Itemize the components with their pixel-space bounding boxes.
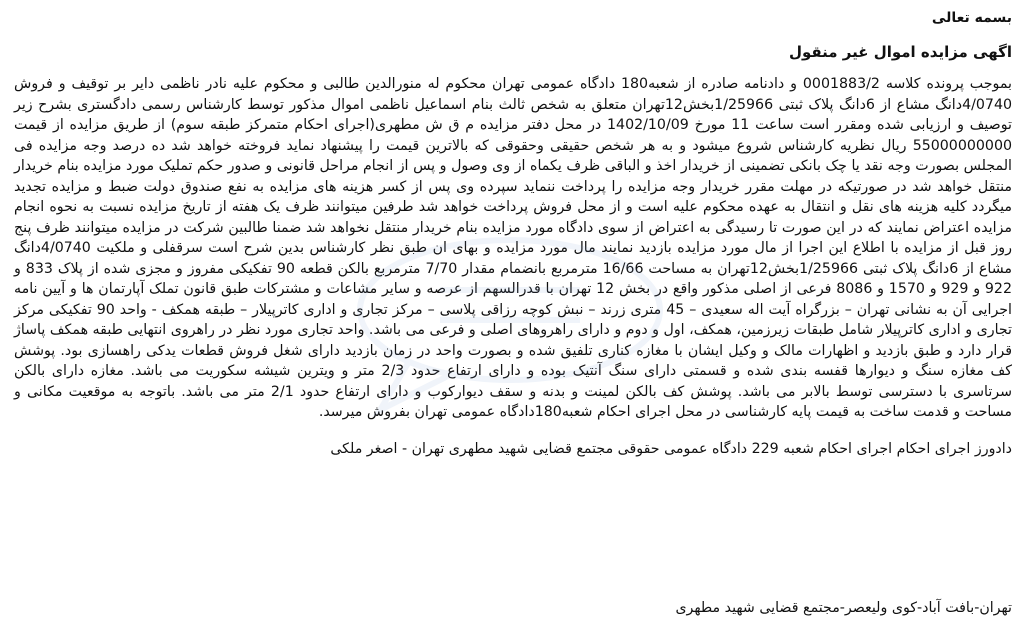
bismillah-heading: بسمه تعالی [931,10,1012,26]
notice-body-paragraph: بموجب پرونده کلاسه 0001883/2 و دادنامه صادره از شعبه180 دادگاه عمومی تهران محکوم له منورالدین طالبی و محکوم علیه نادر ناظمی دایر بر توقیف و فروش 4/0740دانگ مشاع از 6دانگ پلاک ثبتی 1/25966بخش12تهران متعلق به شخص ثالث بنام اسماعیل ناظمی اموال مذکور توسط کارشناس رسمی دادگستری بشرح زیر توصیف و ارزیابی شده ومقرر است ساعت 11 مورخ 1402/10/09 در محل دفتر مزایده م ق ش مطهری(اجرای احکام متمرکز طبقه سوم) از طریق مزایده از قیمت 55000000000 ریال نظریه کارشناس شروع میشود و به هر شخص حقیقی وحقوقی که بالاترین قیمت را پیشنهاد نماید فروخته خواهد شد ده درصد وجه مزایده فی المجلس بصورت وجه نقد یا چک بانکی تضمینی از خریدار اخذ و الباقی ظرف یکماه از وی وصول و پس از انجام مراحل قانونی و صدور حکم تملیک مورد مزایده بنام خریدار منتقل خواهد شد در صورتیکه در مهلت مقرر خریدار وجه مزایده را پرداخت ننماید سپرده وی پس از کسر هزینه های مزایده به نفع صندوق دولت ضبط و مزایده تجدید میگردد کلیه هزینه های نقل و انتقال به عهده محکوم علیه است و از محل فروش پرداخت خواهد شد طرفین میتوانند ظرف یک هفته از تاریخ مزایده نسبت به نحوه انجام مزایده اعتراض نمایند که در این صورت تا رسیدگی به اعتراض از سوی دادگاه مورد مزایده بنام خریدار منتقل نخواهد شد ضمنا طالبین شرکت در مزایده میتوانند ظرف پنج روز قبل از مزایده با اطلاع این اجرا از مال مورد مزایده بازدید نمایند مال مورد مزایده و بهای ان طبق نظر کارشناس بدین شرح است سرقفلی و ملکیت 4/0740دانگ مشاع از 6دانگ پلاک ثبتی 1/25966بخش12تهران به مساحت 16/66 مترمربع بانضمام مقدار 7/70 مترمربع بالکن قطعه 90 تفکیکی مفروز و مجزی شده از پلاک 833 و 922 و 929 و 1570 و 8086 فرعی از اصلی مذکور واقع در بخش 12 تهران با قدرالسهم از عرصه و سایر مشاعات و مشترکات طبق قانون تملک آپارتمان ها و آیین نامه اجرایی آن به نشانی تهران – بزرگراه آیت اله سعیدی – 45 متری زرند – نبش کوچه رزاقی پلاسی – مرکز تجاری و اداری کاترپیلار – طبقه همکف - واحد 90 تفکیکی مرکز تجاری و اداری کاترپیلار شامل طبقات زیرزمین، همکف، اول و دوم و دارای راهروهای اصلی و فرعی می باشد. واحد تجاری مورد نظر در راهروی انتهایی طبقه همکف پاساژ قرار دارد و طبق بازدید و اظهارات مالک و وکیل ایشان با مغازه کناری تلفیق شده و بصورت واحد در زمان بازدید دارای شغل فروش قطعات یدکی راهسازی بود. پوشش کف مغازه سنگ و دیوارها قفسه بندی شده و قسمتی دارای سنگ آنتیک بوده و دارای ارتفاع حدود 2/3 متر و ویترین شیشه سکوریت می باشد. مغازه دارای بالکن سرتاسری با دسترسی توسط بالابر می باشد. پوشش کف بالکن لمینت و بدنه و سقف دیوارکوب و دارای ارتفاع حدود 2/1 متر می باشد. باتوجه به موقعیت مکانی و مساحت و قدمت ساخت به قیمت پایه کارشناسی در محل اجرای احکام شعبه180دادگاه عمومی تهران بفروش میرسد. [14,76,1012,420]
court-address: تهران-بافت آباد-کوی ولیعصر-مجتمع قضایی شهید مطهری [675,600,1012,616]
signature-line: دادورز اجرای احکام اجرای احکام شعبه 229 دادگاه عمومی حقوقی مجتمع قضایی شهید مطهری تهران - اصغر ملکی [330,440,1012,457]
notice-title: اگهی مزایده اموال غیر منقول [788,43,1012,61]
